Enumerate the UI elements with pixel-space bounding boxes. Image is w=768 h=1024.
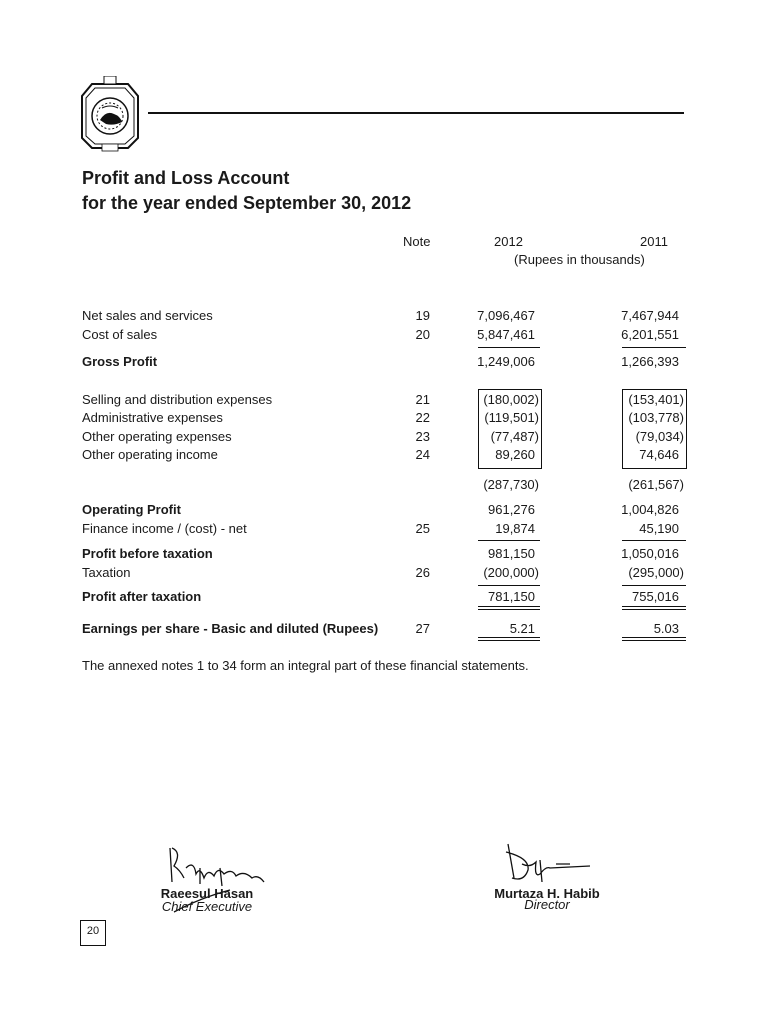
row-value-2012: 5,847,461 (477, 327, 535, 342)
row-label: Selling and distribution expenses (82, 392, 273, 407)
row-value-2011: (103,778) (628, 410, 684, 425)
footnote: The annexed notes 1 to 34 form an integral part of these financial statements. (82, 658, 529, 673)
row-label: Net sales and services (82, 308, 213, 323)
page-title: Profit and Loss Account (82, 168, 290, 188)
row-value-2011: 45,190 (639, 521, 679, 536)
row-note: 23 (415, 429, 430, 444)
subtotal-rule (478, 540, 540, 541)
double-rule (478, 637, 540, 638)
row-note: 20 (415, 327, 430, 342)
row-value-2011: (153,401) (628, 392, 684, 407)
signatory-name: Raeesul Hasan (160, 886, 254, 901)
row-value-2012: 19,874 (495, 521, 535, 536)
row-value-2011: 1,004,826 (621, 502, 679, 517)
row-value-2012: (77,487) (490, 429, 539, 444)
row-note: 27 (415, 621, 430, 636)
row-value-2011: 74,646 (639, 447, 679, 462)
row-value-2011: (295,000) (628, 565, 684, 580)
row-label: Administrative expenses (82, 410, 223, 425)
year-2011-header: 2011 (640, 234, 668, 249)
row-value-2011: 6,201,551 (621, 327, 679, 342)
signature-director-image (500, 838, 596, 890)
signatory-title: Chief Executive (161, 899, 253, 914)
double-rule (622, 637, 686, 638)
row-value-2012: 781,150 (488, 589, 535, 604)
row-value-2012: 1,249,006 (477, 354, 535, 369)
row-label: Other operating income (82, 447, 218, 462)
signatory-title: Director (524, 897, 570, 912)
row-note: 25 (415, 521, 430, 536)
row-value-2012: 961,276 (488, 502, 535, 517)
signatory-name: Murtaza H. Habib (494, 886, 600, 901)
row-label: Other operating expenses (82, 429, 232, 444)
double-rule (478, 609, 540, 610)
row-note: 24 (415, 447, 430, 462)
year-2012-header: 2012 (494, 234, 523, 249)
double-rule (478, 640, 540, 641)
row-value-2011: 1,050,016 (621, 546, 679, 561)
double-rule (622, 606, 686, 607)
subtotal-rule (478, 347, 540, 348)
subtotal-rule (622, 347, 686, 348)
row-note: 22 (415, 410, 430, 425)
page-number: 20 (86, 925, 100, 937)
row-value-2012: (200,000) (483, 565, 539, 580)
subtotal-rule (478, 585, 540, 586)
row-value-2011: (261,567) (628, 477, 684, 492)
row-value-2011: 7,467,944 (621, 308, 679, 323)
header-rule (148, 112, 684, 114)
double-rule (478, 606, 540, 607)
row-note: 19 (415, 308, 430, 323)
double-rule (622, 640, 686, 641)
row-value-2012: (119,501) (484, 410, 539, 425)
page-subtitle: for the year ended September 30, 2012 (82, 193, 412, 213)
double-rule (622, 609, 686, 610)
row-value-2012: 5.21 (509, 621, 535, 636)
row-label: Finance income / (cost) - net (82, 521, 247, 536)
row-label: Cost of sales (82, 327, 158, 342)
row-value-2011: 5.03 (653, 621, 679, 636)
row-label: Taxation (82, 565, 131, 580)
row-value-2012: (287,730) (483, 477, 539, 492)
row-value-2012: 7,096,467 (477, 308, 535, 323)
row-note: 26 (415, 565, 430, 580)
row-label: Operating Profit (82, 502, 181, 517)
row-value-2011: 1,266,393 (621, 354, 679, 369)
company-logo (78, 76, 142, 152)
subtotal-rule (622, 585, 686, 586)
row-label: Profit before taxation (82, 546, 213, 561)
row-value-2011: (79,034) (635, 429, 684, 444)
row-value-2011: 755,016 (632, 589, 679, 604)
row-value-2012: 981,150 (488, 546, 535, 561)
row-label: Profit after taxation (82, 589, 202, 604)
row-note: 21 (415, 392, 430, 407)
units-label: (Rupees in thousands) (514, 252, 645, 267)
row-value-2012: (180,002) (483, 392, 539, 407)
row-value-2012: 89,260 (495, 447, 535, 462)
row-label: Earnings per share - Basic and diluted (Rupees) (82, 621, 379, 636)
note-column-header: Note (403, 234, 431, 249)
row-label: Gross Profit (82, 354, 158, 369)
subtotal-rule (622, 540, 686, 541)
